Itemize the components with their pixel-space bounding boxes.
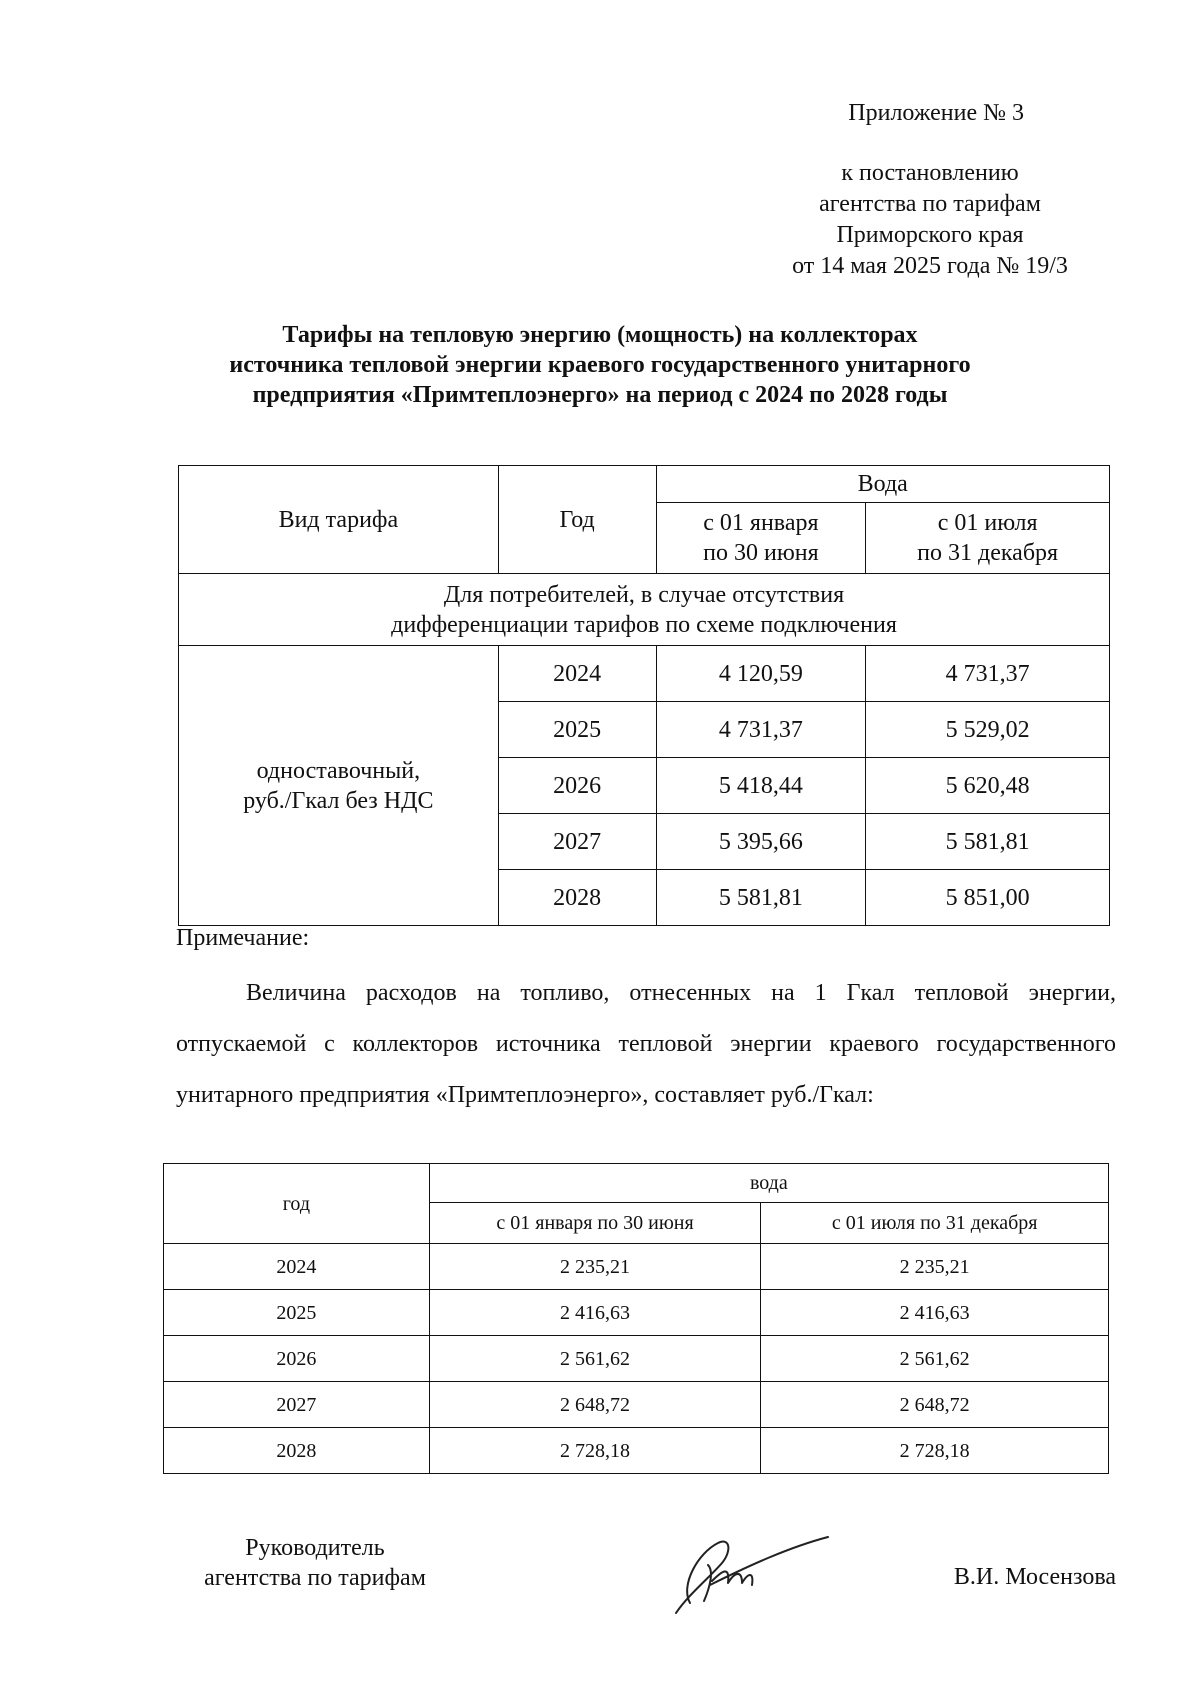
table-row [164, 1290, 1109, 1336]
fuel-period2-header: с 01 июля по 31 декабря [761, 1203, 1109, 1244]
note-label: Примечание: [176, 925, 310, 951]
title-line: предприятия «Примтеплоэнерго» на период с 2024 по 2028 годы [252, 382, 948, 408]
table-row [164, 1244, 1109, 1290]
fuel-year-header: год [164, 1164, 430, 1244]
year-cell: 2028 [164, 1428, 430, 1474]
position-line: Руководитель [245, 1535, 385, 1561]
value-cell: 5 529,02 [866, 702, 1110, 758]
value-cell: 5 581,81 [866, 814, 1110, 870]
note-text: Величина расходов на топливо, отнесенных на 1 Гкал тепловой энергии, отпускаемой с коллекторов источника тепловой энергии краевого государственного унитарного предприятия «Примтеплоэнерго», составляет руб./Гкал: [176, 980, 1116, 1108]
value-cell: 2 648,72 [429, 1382, 761, 1428]
value-cell: 2 561,62 [429, 1336, 761, 1382]
year-cell: 2025 [164, 1290, 430, 1336]
tariff-table [178, 465, 1110, 926]
value-cell: 5 395,66 [656, 814, 866, 870]
consumer-group-row [179, 574, 1110, 646]
decree-line: агентства по тарифам [819, 191, 1041, 217]
value-cell: 4 120,59 [656, 646, 866, 702]
value-cell: 2 728,18 [429, 1428, 761, 1474]
period2-header: с 01 июля по 31 декабря [866, 503, 1110, 574]
year-cell: 2026 [164, 1336, 430, 1382]
tariff-header-row [179, 466, 1110, 503]
value-cell: 4 731,37 [866, 646, 1110, 702]
table-row [164, 1428, 1109, 1474]
value-cell: 2 235,21 [429, 1244, 761, 1290]
year-cell: 2024 [498, 646, 656, 702]
fuel-period1-header: с 01 января по 30 июня [429, 1203, 761, 1244]
title-line: источника тепловой энергии краевого государственного унитарного [229, 352, 971, 378]
year-cell: 2027 [164, 1382, 430, 1428]
decree-line: к постановлению [841, 160, 1019, 186]
value-cell: 2 561,62 [761, 1336, 1109, 1382]
year-cell: 2025 [498, 702, 656, 758]
title-line: Тарифы на тепловую энергию (мощность) на коллекторах [282, 322, 918, 348]
table-row [164, 1336, 1109, 1382]
decree-line: от 14 мая 2025 года № 19/3 [792, 253, 1068, 279]
table-row [179, 646, 1110, 702]
consumer-group-label: Для потребителей, в случае отсутствия дифференциации тарифов по схеме подключения [179, 574, 1110, 646]
signatory-name: В.И. Мосензова [953, 1564, 1116, 1590]
document-title [150, 320, 1050, 410]
value-cell: 4 731,37 [656, 702, 866, 758]
tariff-type-header: Вид тарифа [179, 466, 499, 574]
year-cell: 2028 [498, 870, 656, 926]
appendix-number: Приложение № 3 [848, 100, 1024, 126]
handwritten-signature [650, 1525, 830, 1620]
value-cell: 2 648,72 [761, 1382, 1109, 1428]
year-header: Год [498, 466, 656, 574]
value-cell: 5 581,81 [656, 870, 866, 926]
value-cell: 5 418,44 [656, 758, 866, 814]
value-cell: 2 416,63 [429, 1290, 761, 1336]
value-cell: 2 728,18 [761, 1428, 1109, 1474]
decree-line: Приморского края [836, 222, 1024, 248]
tariff-type-cell: одноставочный, руб./Гкал без НДС [179, 646, 499, 926]
period1-header: с 01 января по 30 июня [656, 503, 866, 574]
fuel-header-row [164, 1164, 1109, 1203]
signatory-position [180, 1533, 450, 1593]
water-header: Вода [656, 466, 1109, 503]
position-line: агентства по тарифам [204, 1565, 426, 1591]
table-row [164, 1382, 1109, 1428]
decree-reference [745, 158, 1115, 282]
year-cell: 2026 [498, 758, 656, 814]
fuel-water-header: вода [429, 1164, 1108, 1203]
value-cell: 2 416,63 [761, 1290, 1109, 1336]
year-cell: 2027 [498, 814, 656, 870]
value-cell: 5 851,00 [866, 870, 1110, 926]
year-cell: 2024 [164, 1244, 430, 1290]
fuel-cost-table [163, 1163, 1109, 1474]
value-cell: 5 620,48 [866, 758, 1110, 814]
value-cell: 2 235,21 [761, 1244, 1109, 1290]
